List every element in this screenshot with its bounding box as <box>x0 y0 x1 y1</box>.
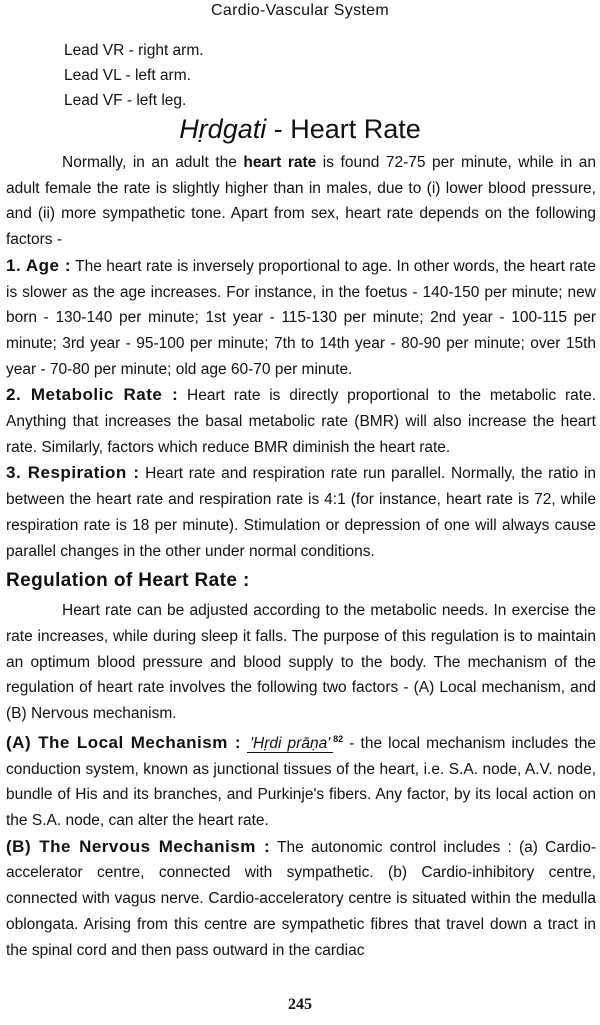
lead-item: Lead VR - right arm. <box>64 42 204 59</box>
lead-item: Lead VF - left leg. <box>64 92 187 109</box>
nervous-mechanism-paragraph: (B) The Nervous Mechanism : The autonomic control includes : (a) Cardio-accelerator centre, connected with sympathetic. (b) Cardio-inhibitory centre, connected with vagus nerve. Cardio-acceleratory centre is situated within the medulla oblongata. Arising from this centre are sympathetic fibres that travel down a tract in the spinal cord and then pass outward in the cardiac <box>6 836 596 959</box>
lead-item: Lead VL - left arm. <box>64 67 191 84</box>
factor-age: 1. Age : The heart rate is inversely proportional to age. In other words, the heart rate is slower as the age increases. For instance, in the foetus - 140-150 per minute; new born - 130-140 per minute; 1st year - 115-130 per minute; 2nd year - 100-115 per minute; 3rd year - 95-100 per minute; 7th to 14th year - 80-90 per minute; over 15th year - 70-80 per minute; old age 60-70 per minute. <box>6 255 596 378</box>
regulation-paragraph: Heart rate can be adjusted according to the metabolic needs. In exercise the rate increases, while during sleep it falls. The purpose of this regulation is to maintain an optimum blood pressure and blood supply to the body. The mechanism of the regulation of heart rate involves the following two factors - (A) Local mechanism, and (B) Nervous mechanism. <box>6 602 596 723</box>
factor-metabolic-rate: 2. Metabolic Rate : Heart rate is directly proportional to the metabolic rate. Anything that increases the basal metabolic rate (BMR) will also increase the heart rate. Similarly, factors which reduce BMR diminish the heart rate. <box>6 385 596 456</box>
running-head: Cardio-Vascular System <box>211 2 389 19</box>
lead-list <box>64 38 204 113</box>
mechanism-label: (A) The Local Mechanism : <box>6 732 241 752</box>
regulation-heading: Regulation of Heart Rate : <box>6 570 250 592</box>
factor-respiration: 3. Respiration : Heart rate and respiration rate run parallel. Normally, the ratio in between the heart rate and respiration rate is 4:1 (for instance, heart rate is 72, while respiration rate is 18 per minute). Stimulation or depression of one will always cause parallel changes in the other under normal conditions. <box>6 463 596 560</box>
heading-sanskrit: Hṛdgati <box>179 114 267 144</box>
heading-separator: - <box>266 114 291 144</box>
intro-paragraph: Normally, in an adult the heart rate is found 72-75 per minute, while in an adult female the rate is slightly higher than in males, due to (i) lower blood pressure, and (ii) more sympathetic tone. Apart from sex, heart rate depends on the following factors - <box>6 154 596 249</box>
body-text <box>6 150 596 963</box>
heading-english: Heart Rate <box>290 114 421 144</box>
factor-label: 1. Age : <box>6 255 71 275</box>
section-heading <box>0 112 600 146</box>
page-number: 245 <box>288 996 312 1013</box>
sanskrit-term: 'Hṛdi prāṇa' <box>247 735 333 753</box>
factor-label: 2. Metabolic Rate : <box>6 385 179 405</box>
factor-label: 3. Respiration : <box>6 463 140 483</box>
footnote-ref: 82 <box>333 733 344 744</box>
mechanism-label: (B) The Nervous Mechanism : <box>6 836 271 856</box>
local-mechanism-paragraph: (A) The Local Mechanism : 'Hṛdi prāṇa' $^{82}$ - the local mechanism includes the conduction system, known as junctional tissues of the heart, i.e. S.A. node, A.V. node, bundle of His and its branches, and Purkinje's fibers. Any factor, by its local action on the S.A. node, can alter the heart rate. <box>6 732 596 830</box>
bold-term: heart rate <box>243 154 317 171</box>
